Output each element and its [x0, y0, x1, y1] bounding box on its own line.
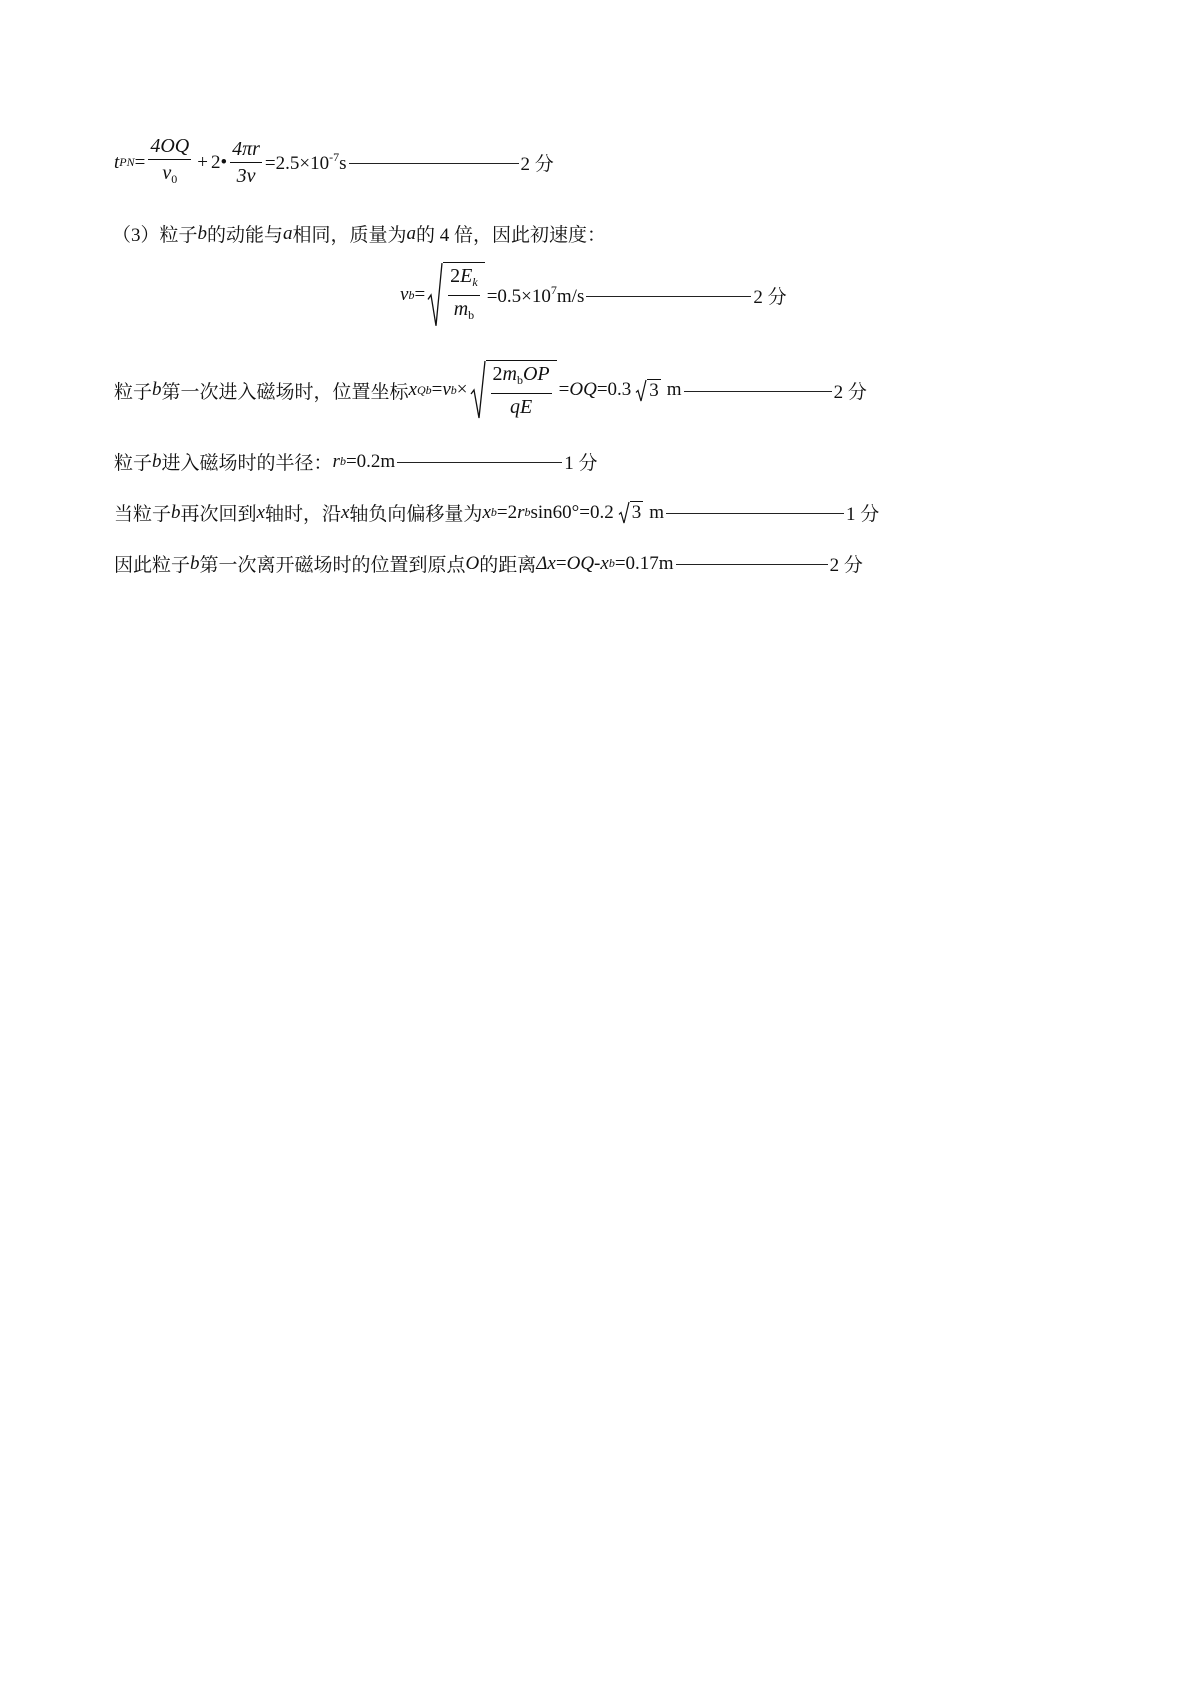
- score-leader-line: [676, 564, 828, 565]
- part3-intro-line: （3）粒子 b 的动能与 a 相同，质量为 a 的 4 倍，因此初速度：: [112, 222, 607, 246]
- equals-sign: =: [134, 151, 146, 173]
- score-label: 2 分: [833, 381, 867, 403]
- radical-sign-icon: [618, 501, 630, 524]
- vb-result: $=0.5\times 10^7m/s$: [486, 282, 585, 307]
- score-label: 2 分: [520, 154, 554, 175]
- square-root-three: 3: [618, 501, 644, 524]
- time-result: $=2.5\times 10^{-7}s$: [264, 150, 347, 174]
- fraction-numerator: 4πr: [232, 138, 260, 160]
- score-label: 1 分: [564, 453, 598, 474]
- square-root-three: 3: [635, 379, 661, 402]
- fraction-denominator: 3v: [236, 165, 256, 187]
- square-root: [427, 262, 485, 328]
- radical-sign-icon: [427, 262, 443, 328]
- score-label: 1 分: [846, 504, 880, 525]
- subscript-pn: PN: [119, 155, 135, 169]
- radius-line: 粒子 b 进入磁场时的半径： r b =0.2m 1 分: [114, 448, 597, 475]
- distance-line: 因此粒子 b 第一次离开磁场时的位置到原点 O 的距离 Δx = OQ - x b =0.17m 2 分: [114, 550, 863, 577]
- fraction-2ek-over-mb: $\frac{2E_k}{m_b}$: [450, 265, 478, 322]
- coefficient-two: 2•: [210, 151, 228, 173]
- fraction-4pir-over-3v: [230, 136, 262, 189]
- offset-line: 当粒子 b 再次回到 x 轴时，沿 x 轴负向偏移量为 x b =2 r b sin60°=0.2 3 m 1 分: [114, 499, 879, 526]
- fraction-4oq-over-v0: [148, 133, 191, 192]
- score-label: 2 分: [829, 555, 863, 576]
- formula-vb-line: v b = $\frac{2E_k}{m_b}$ $=0.5\times 10^7m/s$ 2 分: [400, 262, 787, 328]
- radical-sign-icon: [635, 379, 647, 402]
- formula-xqb-line: 粒子 b 第一次进入磁场时，位置坐标 x Qb = v b × $\frac{2m_bOP}{qE}$ = OQ =0.3 3 m 2 分: [114, 360, 867, 420]
- fraction-denominator: $v_0$: [162, 162, 178, 186]
- score-leader-line: [684, 391, 832, 392]
- score-label: 2 分: [753, 286, 787, 308]
- formula-time-line: [114, 133, 554, 192]
- score-leader-line: [586, 296, 751, 297]
- square-root: [470, 360, 557, 420]
- fraction-numerator: 4OQ: [150, 135, 190, 157]
- score-leader-line: [349, 163, 519, 164]
- plus-sign: +: [197, 151, 208, 173]
- score-leader-line: [666, 513, 844, 514]
- score-leader-line: [397, 462, 562, 463]
- radical-sign-icon: [470, 360, 486, 420]
- symbol-t: t: [114, 151, 120, 173]
- fraction-2mbop-over-qe: $\frac{2m_bOP}{qE}$: [492, 363, 550, 418]
